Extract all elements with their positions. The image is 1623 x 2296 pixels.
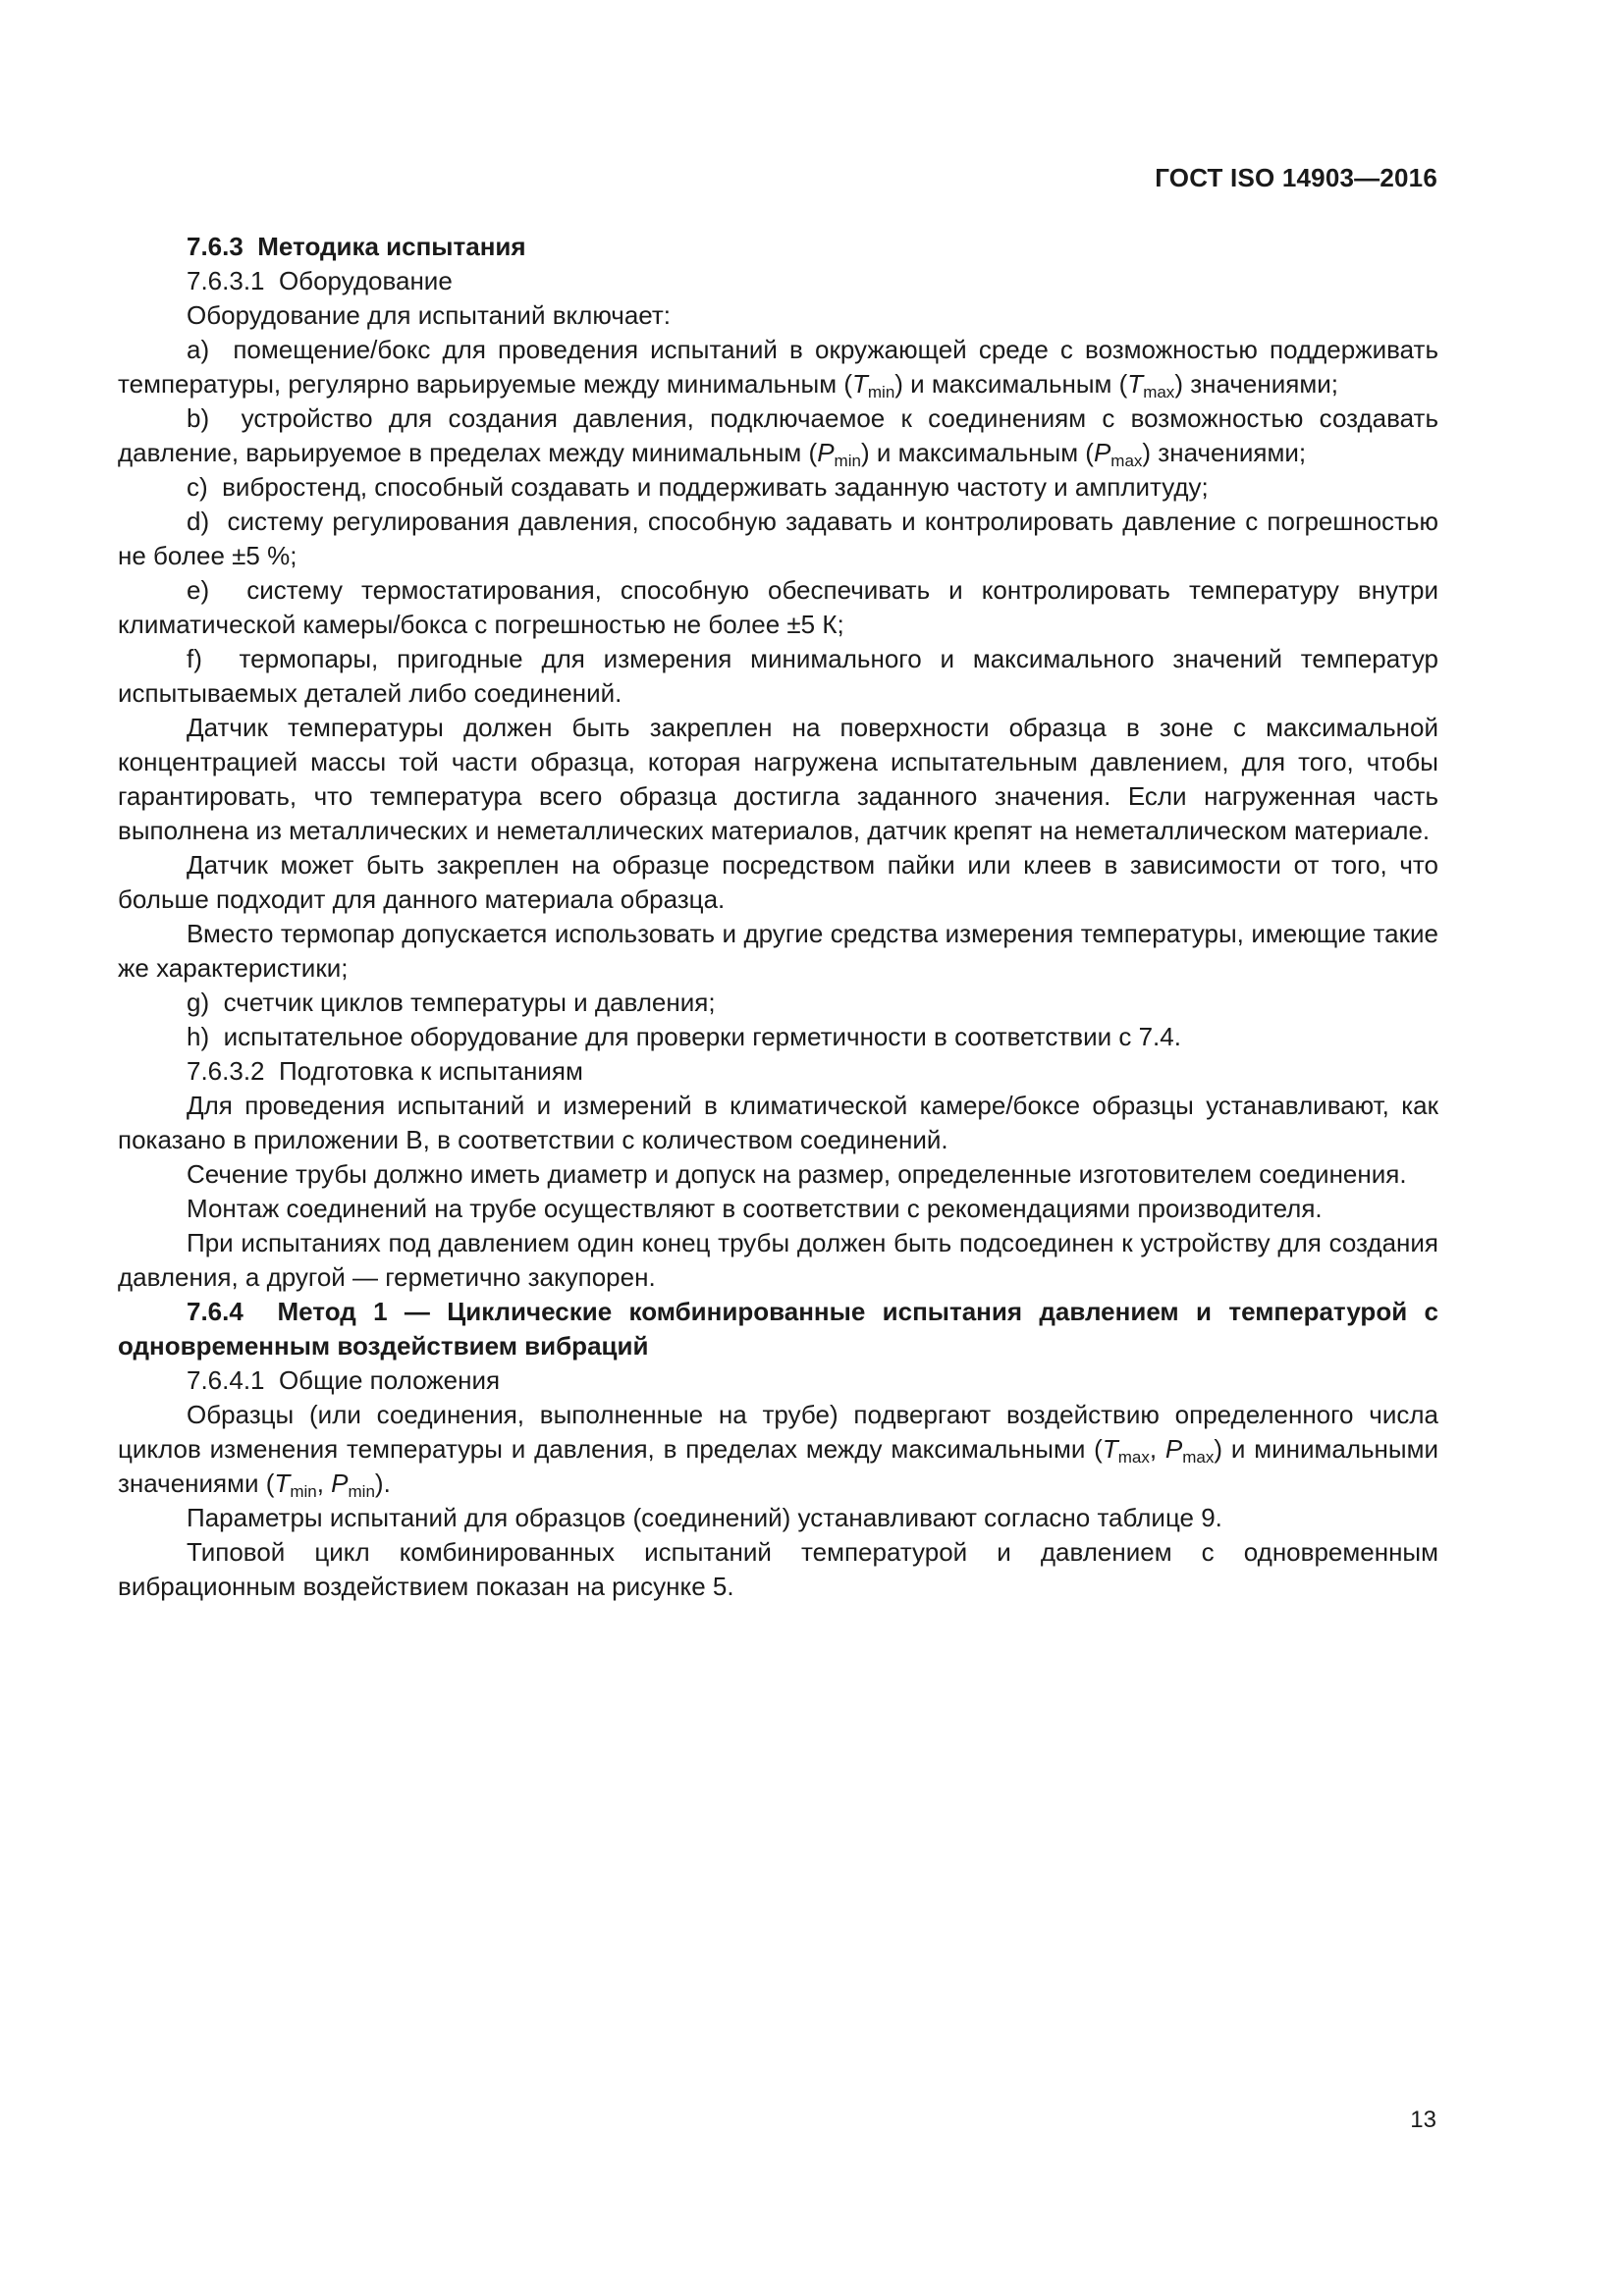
paragraph: Вместо термопар допускается использовать и другие средства измерения температуры, имеющие такие же характеристики; bbox=[118, 919, 1438, 983]
paragraph: 7.6.3.2 Подготовка к испытаниям bbox=[187, 1056, 583, 1086]
section-heading: 7.6.3 Методика испытания bbox=[187, 232, 526, 261]
paragraph: b) устройство для создания давления, подключаемое к соединениям с возможностью создавать давление, варьируемое в пределах между минимальным $(P_{min})$ и максимальным $(P_{max})$ значениями; bbox=[118, 403, 1438, 470]
document-body bbox=[118, 230, 1438, 1604]
paragraph: Образцы (или соединения, выполненные на трубе) подвергают воздействию определенного числа циклов изменения температуры и давления, в пределах между максимальными ($T_{max}$, $P_{max}$) и минимальными значениями ($T_{min}$, $P_{min}$). bbox=[118, 1400, 1439, 1501]
document-code: ГОСТ ISO 14903—2016 bbox=[1155, 163, 1437, 192]
paragraph: Оборудование для испытаний включает: bbox=[187, 300, 672, 330]
page-number: 13 bbox=[1410, 2107, 1436, 2133]
paragraph: При испытаниях под давлением один конец трубы должен быть подсоединен к устройству для создания давления, а другой — герметично закупорен. bbox=[118, 1228, 1438, 1292]
paragraph: Для проведения испытаний и измерений в климатической камере/боксе образцы устанавливают, как показано в приложении В, в соответствии с количеством соединений. bbox=[118, 1091, 1438, 1154]
paragraph: Типовой цикл комбинированных испытаний температурой и давлением с одновременным вибрационным воздействием показан на рисунке 5. bbox=[118, 1537, 1438, 1601]
paragraph: f) термопары, пригодные для измерения минимального и максимального значений температур испытываемых деталей либо соединений. bbox=[118, 644, 1438, 708]
paragraph: a) помещение/бокс для проведения испытаний в окружающей среде с возможностью поддерживать температуры, регулярно варьируемые между минимальным $(T_{min})$ и максимальным $(T_{max})$ значениями; bbox=[118, 335, 1438, 401]
paragraph: 7.6.3.1 Оборудование bbox=[187, 266, 453, 295]
paragraph: Монтаж соединений на трубе осуществляют в соответствии с рекомендациями производителя. bbox=[187, 1194, 1323, 1223]
paragraph: Сечение трубы должно иметь диаметр и допуск на размер, определенные изготовителем соединения. bbox=[187, 1159, 1407, 1189]
paragraph: h) испытательное оборудование для проверки герметичности в соответствии с 7.4. bbox=[187, 1022, 1181, 1051]
paragraph: d) систему регулирования давления, способную задавать и контролировать давление с погрешностью не более ±5 %; bbox=[118, 507, 1438, 570]
paragraph: e) систему термостатирования, способную обеспечивать и контролировать температуру внутри климатической камеры/бокса с погрешностью не более ±5 К; bbox=[118, 575, 1438, 639]
paragraph: Параметры испытаний для образцов (соединений) устанавливают согласно таблице 9. bbox=[187, 1503, 1222, 1532]
paragraph: Датчик может быть закреплен на образце посредством пайки или клеев в зависимости от того, что больше подходит для данного материала образца. bbox=[118, 850, 1438, 914]
section-heading: 7.6.4 Метод 1 — Циклические комбинированные испытания давлением и температурой с одновременным воздействием вибраций bbox=[118, 1297, 1438, 1361]
paragraph: c) вибростенд, способный создавать и поддерживать заданную частоту и амплитуду; bbox=[187, 472, 1209, 502]
paragraph: g) счетчик циклов температуры и давления; bbox=[187, 988, 716, 1017]
paragraph: Датчик температуры должен быть закреплен на поверхности образца в зоне с максимальной концентрацией массы той части образца, которая нагружена испытательным давлением, для того, чтобы гарантировать, что температура всего образца достигла заданного значения. Если нагруженная часть выполнена из металлических и неметаллических материалов, датчик крепят на неметаллическом материале. bbox=[118, 713, 1438, 845]
paragraph: 7.6.4.1 Общие положения bbox=[187, 1365, 501, 1395]
